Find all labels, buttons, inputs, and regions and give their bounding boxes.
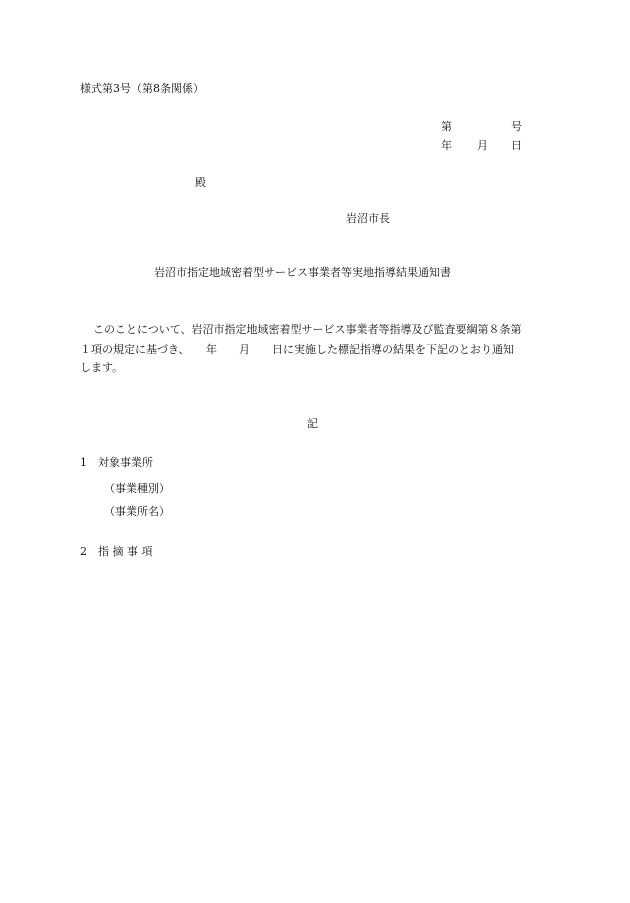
date-day: 日 [511, 139, 522, 152]
item-findings: 2 指 摘 事 項 [80, 545, 153, 558]
item-target-office: 1 対象事業所 [80, 456, 153, 469]
document-title: 岩沼市指定地域密着型サービス事業者等実地指導結果通知書 [154, 266, 451, 279]
addressee-honorific: 殿 [195, 176, 206, 189]
date-month: 月 [477, 139, 488, 152]
form-number: 様式第3号（第8条関係） [80, 82, 204, 95]
document-number-label: 第 [441, 120, 452, 133]
date-year: 年 [441, 139, 452, 152]
body-text-line-1: このことについて、岩沼市指定地域密着型サービス事業者等指導及び監査要綱第８条第 [93, 323, 522, 336]
body-text-line-2: １項の規定に基づき、 年 月 日に実施した標記指導の結果を下記のとおり通知 [80, 343, 515, 356]
sender: 岩沼市長 [346, 212, 390, 225]
body-text-line-3: します。 [80, 361, 124, 374]
item-office-name: （事業所名） [104, 505, 170, 518]
document-number-suffix: 号 [511, 120, 522, 133]
item-business-type: （事業種別） [104, 482, 170, 495]
ki-heading: 記 [307, 417, 318, 430]
